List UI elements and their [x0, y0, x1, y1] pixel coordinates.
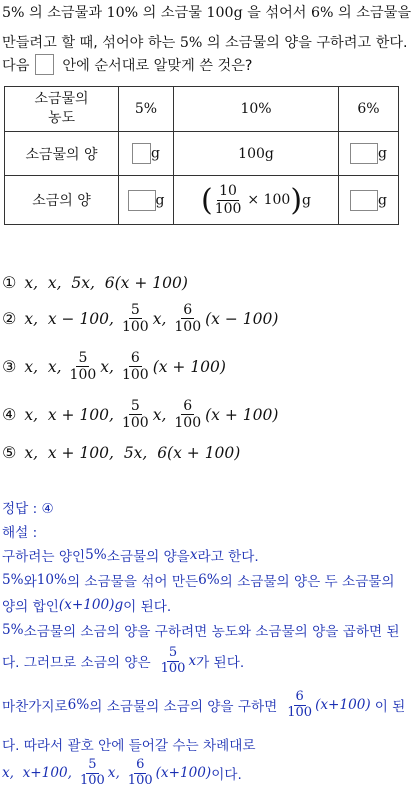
unit: g [378, 145, 387, 162]
denominator: 100 [121, 415, 149, 432]
blank-box-icon [128, 190, 156, 211]
blank-box-icon [132, 143, 151, 164]
table-row [5, 176, 399, 225]
numerator: 5 [88, 757, 97, 772]
option-text: x, x, 5x, 6(x + 100) [24, 273, 188, 292]
pct: 5% [2, 622, 24, 638]
text: 양의 합인 [2, 599, 59, 615]
text: 와 [23, 574, 37, 590]
denominator: 100 [214, 200, 242, 217]
amount: 100g [206, 5, 243, 21]
denominator: 100 [160, 660, 186, 676]
text: 의 소금물 [138, 5, 207, 21]
expression: x, [107, 765, 120, 782]
text: 만들려고 할 때, 섞어야 하는 [2, 35, 180, 51]
text: 의 소금물의 양은 두 소금물의 [219, 574, 395, 590]
option-number: ① [2, 273, 17, 292]
header-cell: 소금물의 농도 [5, 87, 119, 132]
answer-cell [339, 176, 399, 225]
option-text: x, [152, 405, 167, 424]
pct: 5% [85, 547, 107, 563]
unit: g [155, 192, 165, 208]
solution-line [2, 545, 259, 565]
option-3[interactable] [2, 350, 226, 383]
text: 이 된다. [123, 599, 172, 615]
numerator: 5 [130, 302, 140, 318]
text: 소금물의 양을 [106, 549, 190, 565]
option-number: ⑤ [2, 443, 17, 462]
denominator: 100 [174, 415, 202, 432]
expression: x, x+100, [2, 765, 72, 782]
option-number: ④ [2, 405, 17, 425]
pct: 10% [106, 5, 139, 21]
blank-box-icon [35, 54, 54, 75]
denominator: 100 [79, 772, 105, 788]
numerator: 6 [130, 350, 140, 366]
table-row [5, 132, 399, 176]
question-line-3 [2, 54, 252, 75]
solution-line [2, 595, 171, 615]
text: 의 소금물과 [24, 5, 107, 21]
option-text: x, [100, 357, 114, 376]
text: 을 섞어서 [242, 5, 312, 21]
text: 다음 [2, 57, 30, 74]
pct: 5% [2, 5, 25, 21]
header-cell: 6% [339, 87, 399, 132]
variable: x [189, 547, 198, 563]
option-text: x, x, [24, 357, 62, 376]
expression: (x+100)g [58, 597, 124, 613]
pct: 6% [198, 572, 220, 588]
option-text: (x + 100) [205, 405, 279, 424]
text: 다. 따라서 괄호 안에 들어갈 수는 차례대로 [2, 738, 256, 754]
question-line-1 [2, 2, 411, 22]
numerator: 5 [168, 645, 178, 660]
text: 의 소금물을 [333, 5, 411, 21]
paren: ( [200, 182, 213, 218]
paren: ) [290, 182, 303, 218]
text: 소금물의 소금의 양을 구하려면 농도와 소금물의 양을 곱하면 된 [23, 624, 400, 640]
solution-line [2, 758, 242, 789]
option-2[interactable] [2, 302, 278, 335]
option-5[interactable] [2, 443, 240, 462]
option-text: x, [152, 309, 167, 328]
value-cell: 100g [174, 132, 339, 176]
option-text: (x + 100) [152, 357, 226, 376]
solution-line [2, 620, 400, 640]
option-text: (x − 100) [205, 309, 279, 328]
pct: 10% [36, 572, 67, 588]
fraction [285, 690, 314, 721]
variable: x [188, 653, 197, 670]
fraction [172, 302, 203, 335]
pct: 6% [311, 5, 334, 21]
numerator: 10 [219, 183, 237, 200]
header-cell: 5% [119, 87, 174, 132]
numerator: 6 [183, 398, 193, 414]
fraction [68, 350, 99, 383]
denominator: 100 [287, 704, 313, 720]
text: 의 소금물의 소금의 양을 구하면 [89, 699, 278, 716]
pct: 5% [179, 35, 203, 51]
numerator: 5 [78, 350, 88, 366]
option-text: x, x + 100, [24, 405, 114, 424]
fraction [120, 398, 151, 431]
text: 의 소금물을 섞어 만든 [66, 574, 199, 590]
text: 이다. [211, 767, 242, 784]
solution-line [2, 646, 244, 677]
row-label: 소금의 양 [5, 176, 119, 225]
fraction [120, 350, 151, 383]
numerator: 5 [130, 398, 140, 414]
blank-box-icon [350, 190, 378, 211]
numerator: 6 [295, 689, 304, 704]
fraction [159, 646, 188, 677]
option-text: x, x + 100, 5x, 6(x + 100) [24, 443, 241, 462]
denominator: 100 [174, 319, 202, 336]
unit: g [151, 145, 160, 162]
option-number: ③ [2, 357, 17, 377]
fraction [172, 398, 203, 431]
fraction [126, 758, 155, 789]
text: 안에 순서대로 알맞게 쓴 것은? [62, 57, 253, 74]
times: × 100 [247, 192, 291, 208]
unit: g [302, 192, 312, 208]
numerator: 6 [136, 757, 145, 772]
text: 이 된 [374, 699, 406, 716]
denominator: 100 [121, 319, 149, 336]
text: 라고 한다. [197, 549, 259, 565]
answer-cell [119, 132, 174, 176]
row-label: 소금물의 양 [5, 132, 119, 176]
text: 마찬가지로 [2, 699, 68, 716]
denominator: 100 [121, 367, 149, 384]
text: 구하려는 양인 [2, 549, 86, 565]
explanation-label: 해설 : [2, 525, 38, 541]
table-header-row [5, 87, 399, 132]
fraction [78, 758, 107, 789]
solution-line [2, 570, 395, 590]
text: 가 된다. [196, 655, 245, 672]
option-number: ② [2, 309, 17, 329]
denominator: 100 [127, 772, 153, 788]
fraction [120, 302, 151, 335]
solution-line [2, 734, 255, 754]
option-1[interactable] [2, 273, 188, 292]
expression: (x+100) [155, 765, 212, 782]
solution-line [2, 690, 405, 721]
answer-cell [119, 176, 174, 225]
pct: 5% [2, 572, 24, 588]
answer-cell [339, 132, 399, 176]
denominator: 100 [69, 367, 97, 384]
header-cell: 10% [174, 87, 339, 132]
unit: g [378, 192, 387, 208]
text: 의 소금물의 양을 구하려고 한다. [202, 35, 408, 51]
concentration-table [4, 86, 399, 225]
expression: (x+100) [315, 697, 371, 714]
option-text: x, x − 100, [24, 309, 114, 328]
formula-cell [174, 176, 339, 225]
answer-label: 정답 : ④ [2, 501, 54, 517]
pct: 6% [67, 697, 90, 714]
question-line-2 [2, 32, 408, 52]
numerator: 6 [183, 302, 193, 318]
text: 다. 그러므로 소금의 양은 [2, 655, 151, 672]
fraction [213, 183, 244, 216]
option-4[interactable] [2, 398, 278, 431]
blank-box-icon [350, 143, 378, 164]
